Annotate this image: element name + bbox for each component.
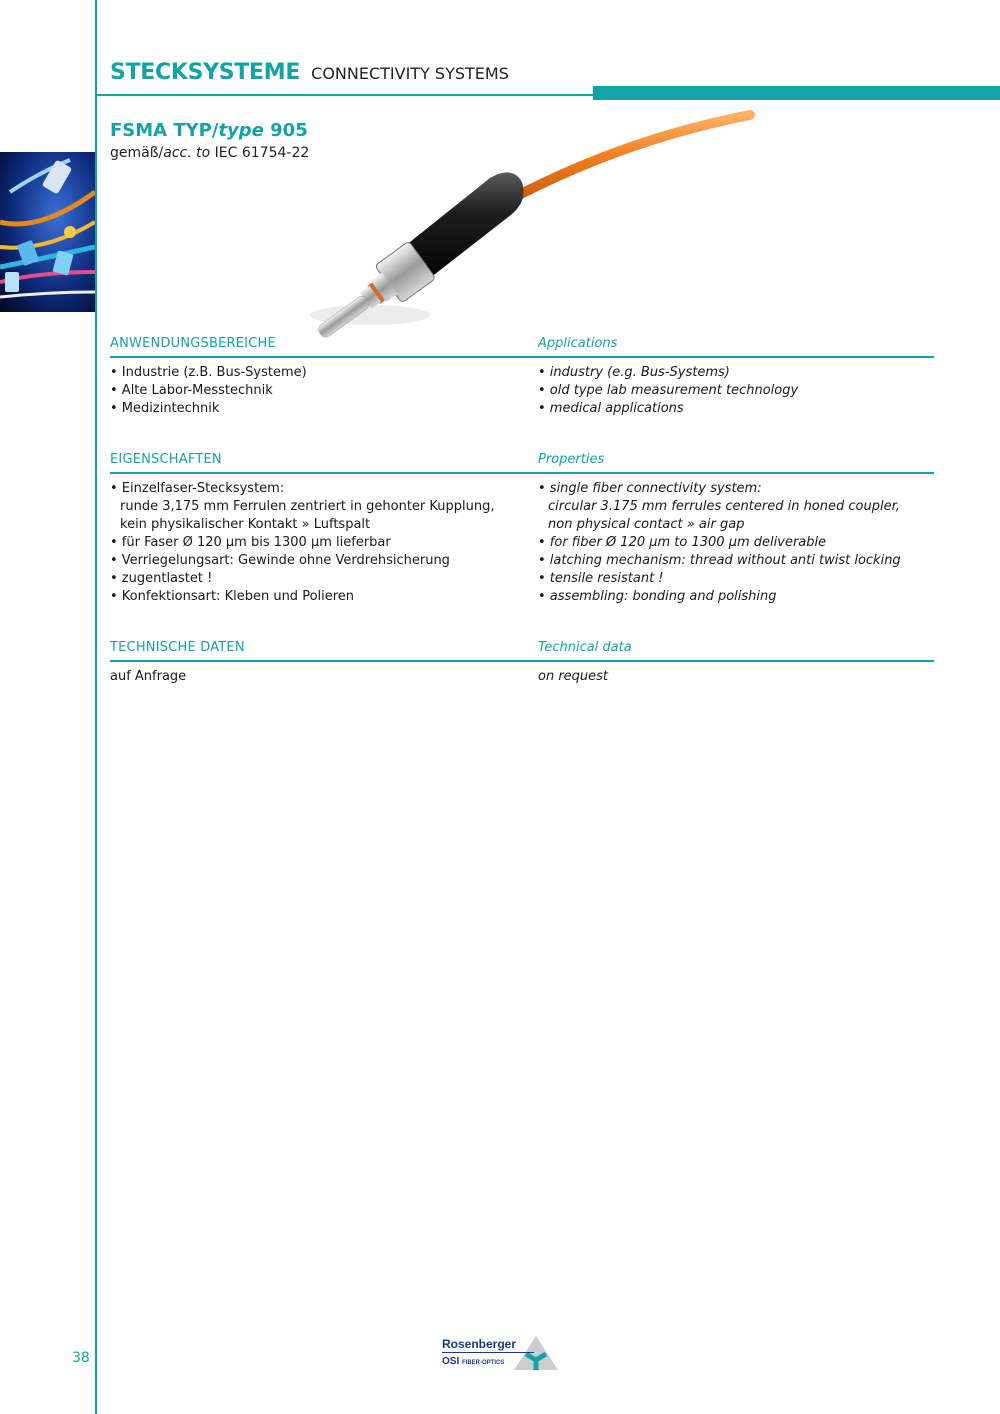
rosenberger-logo (440, 1334, 560, 1372)
properties-heading-de: EIGENSCHAFTEN (110, 452, 222, 467)
page-header (110, 60, 509, 85)
applications-header (110, 336, 934, 358)
margin-rule (95, 0, 97, 1414)
properties-heading-en: Properties (538, 452, 605, 467)
header-title-de: STECKSYSTEME (110, 60, 301, 85)
properties-list-en (538, 480, 934, 606)
list-item: • industry (e.g. Bus-Systems) (538, 365, 730, 380)
list-item: • single fiber connectivity system: (538, 481, 762, 496)
applications-heading-en: Applications (538, 336, 618, 351)
technical-section (110, 640, 934, 684)
page-number: 38 (72, 1350, 90, 1366)
list-item: • tensile resistant ! (538, 571, 664, 586)
list-item: • assembling: bonding and polishing (538, 589, 777, 604)
technical-heading-en: Technical data (538, 640, 632, 655)
applications-heading-de: ANWENDUNGSBEREICHE (110, 336, 276, 351)
applications-list-en (538, 364, 934, 418)
header-title-en: CONNECTIVITY SYSTEMS (311, 64, 509, 83)
applications-section (110, 336, 934, 416)
properties-list-de (110, 480, 530, 606)
technical-value-de: auf Anfrage (110, 669, 187, 684)
list-item: non physical contact » air gap (548, 517, 745, 532)
list-item: circular 3.175 mm ferrules centered in honed coupler, (548, 499, 900, 514)
product-standard: gemäß/acc. to IEC 61754-22 (110, 145, 310, 161)
logo-brand-text: Rosenberger (442, 1337, 517, 1351)
list-item: • Medizintechnik (110, 401, 220, 416)
header-rule (97, 94, 593, 96)
properties-header (110, 452, 934, 474)
list-item: • Alte Labor-Messtechnik (110, 383, 273, 398)
list-item: runde 3,175 mm Ferrulen zentriert in gehonter Kupplung, (120, 499, 495, 514)
technical-heading-de: TECHNISCHE DATEN (110, 640, 245, 655)
technical-value-en: on request (538, 669, 609, 684)
logo-fo-text: FIBER-OPTICS (462, 1360, 505, 1366)
fsma-connector-image (290, 110, 760, 340)
list-item: • latching mechanism: thread without anti twist locking (538, 553, 901, 568)
product-title: FSMA TYP/type 905 (110, 120, 308, 141)
list-item: • old type lab measurement technology (538, 383, 799, 398)
list-item: • for fiber Ø 120 µm to 1300 µm deliverable (538, 535, 827, 550)
technical-header (110, 640, 934, 662)
list-item: • medical applications (538, 401, 684, 416)
logo-osi-text: OSI (442, 1356, 460, 1367)
list-item: kein physikalischer Kontakt » Luftspalt (120, 517, 371, 532)
list-item: • Industrie (z.B. Bus-Systeme) (110, 365, 307, 380)
list-item: • zugentlastet ! (110, 571, 213, 586)
fiber-cables-photo (0, 152, 95, 312)
list-item: • Verriegelungsart: Gewinde ohne Verdrehsicherung (110, 553, 450, 568)
list-item: • Einzelfaser-Stecksystem: (110, 481, 285, 496)
header-bar (593, 86, 1000, 100)
properties-section (110, 452, 934, 604)
list-item: • für Faser Ø 120 µm bis 1300 µm lieferbar (110, 535, 391, 550)
list-item: • Konfektionsart: Kleben und Polieren (110, 589, 355, 604)
applications-list-de (110, 364, 530, 418)
